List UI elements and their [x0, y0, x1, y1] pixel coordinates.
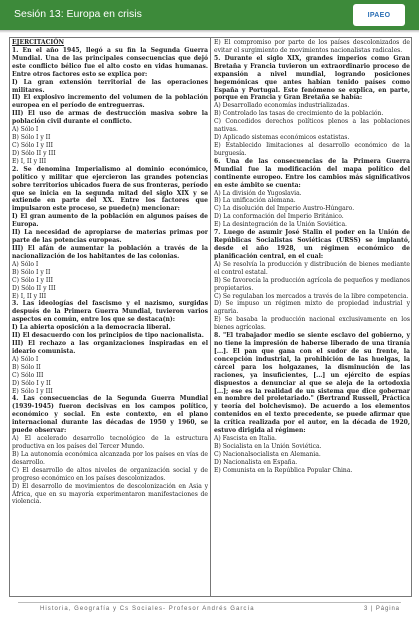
question-text: III) El uso de armas de destrucción masiva sobre la población civil durante el conflicto.	[12, 110, 208, 126]
question-text: 4. Las consecuencias de la Segunda Guerra Mundial (1939-1945) fueron decisivas en los campos político, económico y social. En este contexto, en el plano internacional durante las décadas de 1950 y 1960, se puede observar:	[12, 395, 208, 435]
question-text: 1. En el año 1945, llegó a su fin la Segunda Guerra Mundial. Una de las principales consecuencias que dejó este conflicto bélico fue el alto costo en vidas humanas. Entre otros factores esto se explica por:	[12, 46, 208, 78]
answer-option: D) Se impuso un régimen mixto de propiedad industrial y agraria.	[214, 300, 410, 316]
question-text: 2. Se denomina Imperialismo al dominio económico, político y militar que ejercieron las grandes potencias sobre territorios ubicados fuera de sus fronteras, período que se inicia en la segunda mitad del siglo XIX y se extiende en parte del XX. Entre los factores que impulsaron este proceso, se puede(n) mencionar:	[12, 165, 208, 213]
answer-option: A) El acelerado desarrollo tecnológico de la estructura productiva en los países del Tercer Mundo.	[12, 435, 208, 451]
answer-option: D) Aplicado sistemas económicos estatistas.	[214, 134, 350, 142]
answer-option: D) La conformación del Imperio Británico.	[214, 213, 344, 221]
answer-option: B) Sólo I y II	[12, 268, 51, 276]
header-shadow	[0, 30, 419, 33]
answer-option: C) Se regulaban los mercados a través de la libre competencia.	[214, 292, 409, 300]
page-title: Sesión 13: Europa en crisis	[14, 8, 142, 20]
footer-text: Historia, Geografía y Cs Sociales- Profesor Andrés García	[40, 606, 255, 612]
answer-option: A) Fascista en Italia.	[214, 435, 277, 443]
answer-option: D) Sólo II y III	[12, 149, 56, 157]
answer-option: A) Desarrollado economías industrializadas.	[214, 102, 350, 110]
answer-option: E) La desintegración de la Unión Soviética.	[214, 221, 347, 229]
answer-option: A) Se resolvía la producción y distribución de bienes mediante el control estatal.	[214, 260, 410, 276]
answer-option: B) Socialista en la Unión Soviética.	[214, 443, 322, 451]
answer-option: C) Sólo I y III	[12, 141, 54, 149]
question-text: 3. Las ideologías del fascismo y el nazismo, surgidas después de la Primera Guerra Mundial, tuvieron varios aspectos en común, entre los que se destaca(n):	[12, 300, 208, 324]
footer-line	[18, 602, 401, 603]
answer-option: E) Comunista en la República Popular China.	[214, 466, 353, 474]
answer-option: D) Sólo II y III	[12, 284, 56, 292]
question-text: I) La gran extensión territorial de las operaciones militares.	[12, 78, 208, 94]
answer-option: D) Nacionalista en España.	[214, 458, 298, 466]
answer-option: C) La disolución del Imperio Austro-Húngaro.	[214, 205, 355, 213]
left-column	[12, 39, 208, 506]
answer-option: E) Se basaba la producción nacional exclusivamente en los bienes agrícolas.	[214, 316, 410, 332]
answer-option: E) Establecido limitaciones al desarrollo económico de la burguesía.	[214, 141, 410, 157]
answer-option: E) Sólo I y III	[12, 387, 53, 395]
answer-option: E) I, II y III	[12, 292, 47, 300]
answer-option: A) La división de Yugoslavia.	[214, 189, 302, 197]
answer-option: D) El desarrollo de movimientos de descolonización en Asia y África, que en su mayoría experimentaron manifestaciones de violencia.	[12, 482, 208, 506]
answer-option: B) La autonomía económica alcanzada por los países en vías de desarrollo.	[12, 450, 208, 466]
page-number: 3 | Página	[364, 606, 400, 612]
question-text: 6. Una de las consecuencias de la Primera Guerra Mundial fue la modificación del mapa político del continente europeo. Entre los cambios más significativos en este ámbito se cuenta:	[214, 157, 410, 189]
question-text: I) La abierta oposición a la democracia liberal.	[12, 324, 171, 332]
question-text: II) El explosivo incremento del volumen de la población europea en el período de entreguerras.	[12, 94, 208, 110]
answer-option: B) La unificación alemana.	[214, 197, 296, 205]
question-text: 5. Durante el siglo XIX, grandes imperios como Gran Bretaña y Francia tuvieron un extraordinario proceso de expansión a nivel mundial, logrando posiciones hegemónicas que antes habían tenido países como España y Portugal. Este fenómeno se explica, en parte, porque en Francia y Gran Bretaña se había:	[214, 54, 410, 102]
answer-option: E) El compromiso por parte de los países descolonizados de evitar el surgimiento de movimientos nacionalistas radicales.	[214, 39, 410, 54]
answer-option: E) I, II y III	[12, 157, 47, 165]
answer-option: D) Sólo I y II	[12, 379, 51, 387]
answer-option: B) Controlado las tasas de crecimiento de la población.	[214, 110, 384, 118]
right-column	[214, 39, 410, 475]
school-logo	[353, 4, 405, 26]
answer-option: C) Sólo III	[12, 371, 44, 379]
question-text: III) El afán de aumentar la población a través de la nacionalización de los habitantes de las colonias.	[12, 244, 208, 260]
question-text: 7. Luego de asumir José Stalin el poder en la Unión de Repúblicas Socialistas Soviéticas (URSS) se implantó, desde el año 1928, un régimen económico de planificación central, en el cual:	[214, 229, 410, 260]
answer-option: A) Sólo I	[12, 126, 39, 134]
page-header	[0, 0, 419, 30]
question-text: 8. "El trabajador medio se siente esclavo del gobierno, y no tiene la impresión de haberse liberado de una tiranía [...]. El pan que gana con el sudor de su frente, la concepción industrial, la prohibición de las huelgas, la cárcel para los holgazanes, la disminución de las raciones, ya insuficientes, [...] un ejército de espías dispuestos a denunciar al que se aleja de la ortodoxia [...]; ese es la realidad de un sistema que dice gobernar en nombre del proletariado." (Bertrand Russell, Práctica y teoría del bolchevismo). De acuerdo a los elementos contenidos en el texto precedente, se puede afirmar que la crítica realizada por el autor, en la década de 1920, estuvo dirigida al régimen:	[214, 332, 410, 435]
answer-option: B) Sólo I y II	[12, 134, 51, 142]
answer-option: A) Sólo I	[12, 355, 39, 363]
answer-option: B) Sólo II	[12, 363, 41, 371]
column-divider	[210, 37, 211, 597]
answer-option: A) Sólo I	[12, 260, 39, 268]
question-text: EJERCITACIÓN	[12, 39, 65, 46]
answer-option: C) Concedidos derechos políticos plenos a las poblaciones nativas.	[214, 118, 410, 134]
answer-option: C) Sólo I y III	[12, 276, 54, 284]
answer-option: B) Se favorecía la producción agrícola de pequeños y medianos propietarios.	[214, 276, 410, 292]
logo-text: IPAEO	[367, 11, 391, 19]
answer-option: C) Nacionalsocialista en Alemania.	[214, 450, 321, 458]
question-text: III) El rechazo a las organizaciones inspiradas en el ideario comunista.	[12, 340, 208, 355]
question-text: II) El desacuerdo con los principios de tipo nacionalista.	[12, 332, 204, 340]
question-text: I) El gran aumento de la población en algunos países de Europa.	[12, 213, 208, 229]
question-text: II) La necesidad de apropiarse de materias primas por parte de las potencias europeas.	[12, 229, 208, 245]
answer-option: C) El desarrollo de altos niveles de organización social y de progreso económico en los países descolonizados.	[12, 466, 208, 482]
